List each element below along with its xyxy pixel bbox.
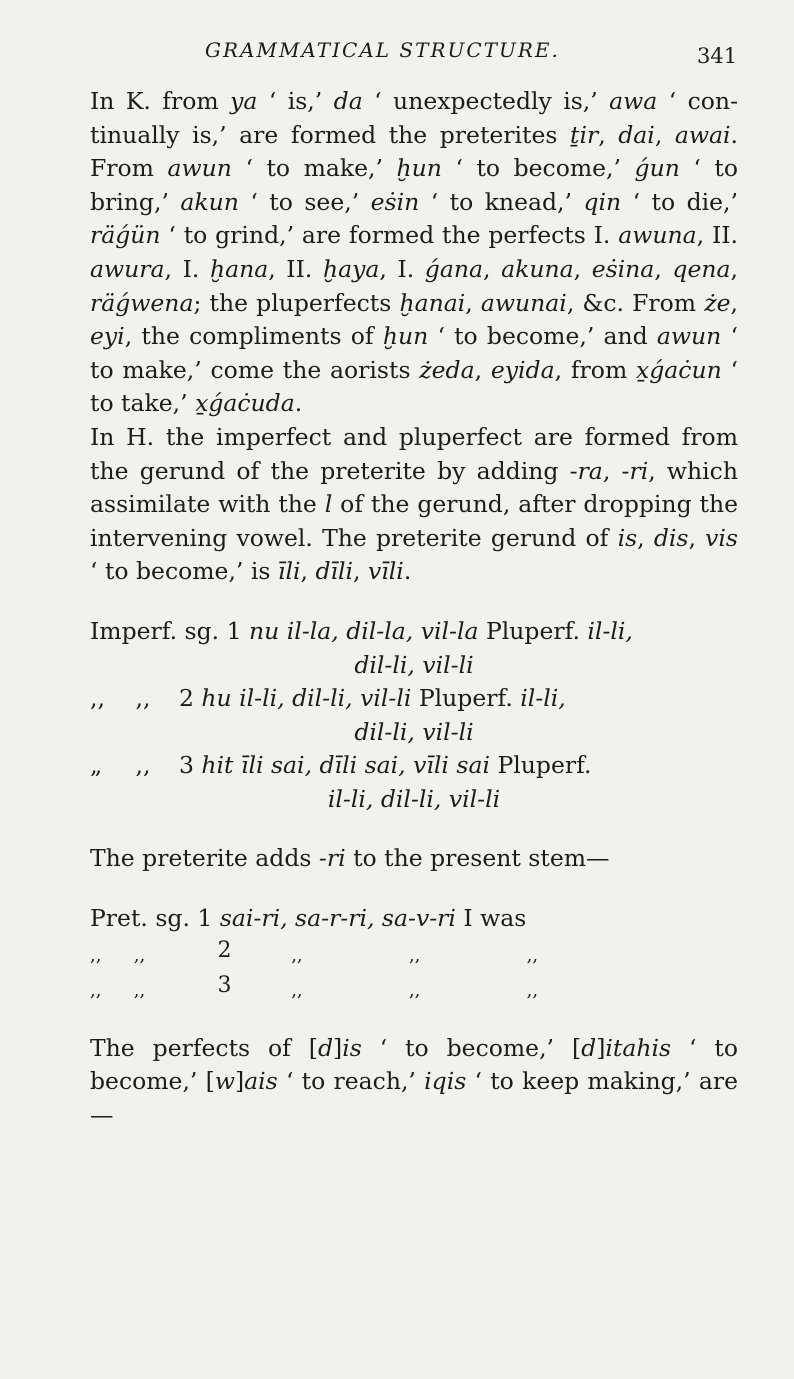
text-run: ,	[654, 120, 675, 149]
paragraph-k-forms	[90, 85, 738, 421]
text-run: ‘ to grind,’ are formed the perfects I.	[160, 221, 619, 250]
italic-term: awai	[674, 120, 731, 149]
text-run: ‘ to see,’	[238, 187, 371, 216]
italic-term: w	[214, 1067, 235, 1096]
italic-term: ais	[244, 1067, 278, 1096]
ditto-mark: ,,	[408, 944, 421, 966]
text-run: ‘ to become,’ is	[90, 557, 278, 586]
italic-term: -ri	[318, 844, 346, 873]
italic-term: ṯir	[570, 120, 599, 149]
italic-term: akuna	[501, 254, 574, 283]
text-run: ,	[730, 254, 738, 283]
italic-term: dil-li, vil-li	[354, 717, 474, 746]
italic-term: żeda	[419, 355, 475, 384]
text-run: ‘ to become,’	[441, 154, 635, 183]
italic-term: vīli	[367, 557, 404, 586]
text-run: , I.	[164, 254, 210, 283]
italic-term: il-li, dil-li, vil-li	[327, 784, 501, 813]
imperfect-row	[90, 749, 738, 783]
text-run: ,	[465, 288, 481, 317]
italic-term: is	[342, 1033, 362, 1062]
text-run: Pluperf.	[489, 751, 592, 780]
text-run: In K. from	[90, 87, 231, 115]
body-text	[90, 85, 738, 1132]
italic-term: sai-ri, sa-r-ri, sa-v-ri	[219, 904, 456, 933]
row-lead: Pret. sg.	[90, 904, 190, 933]
running-title: GRAMMATICAL STRUCTURE.	[205, 38, 560, 62]
text-run: ]	[234, 1067, 245, 1096]
italic-term: dai	[618, 120, 655, 149]
row-continuation	[90, 716, 738, 750]
ditto-mark: ,,	[291, 979, 303, 1001]
imperfect-row	[90, 682, 738, 716]
italic-term: ya	[230, 87, 258, 115]
text-run: The preterite adds	[90, 844, 319, 873]
italic-term: eyi	[90, 322, 125, 351]
text-run: The perfects of [	[90, 1033, 318, 1062]
text-run: ‘ to bring,’	[90, 154, 738, 216]
italic-term: że	[704, 288, 731, 317]
text-run: ,	[474, 355, 491, 384]
row-forms	[249, 617, 633, 645]
text-run: ,	[353, 557, 368, 586]
page-number: 341	[697, 44, 738, 68]
text-run: I was	[455, 904, 527, 933]
text-run: , the compliments of	[124, 322, 383, 351]
text-run: ]	[596, 1033, 606, 1062]
text-run: ‘ to become,’ [	[361, 1033, 582, 1062]
text-run: ,	[654, 254, 673, 283]
imperfect-entry	[90, 749, 738, 816]
text-run: .	[403, 557, 412, 586]
italic-term: l	[324, 490, 333, 519]
preterite-row	[90, 936, 738, 971]
text-run: .	[294, 389, 303, 418]
person-number: 2	[178, 684, 194, 713]
ditto-mark: ,,	[133, 944, 146, 966]
person-number: 1	[226, 616, 242, 645]
italic-term: x̱ǵaċuda	[195, 389, 295, 418]
row-forms	[201, 684, 565, 712]
italic-term: awura	[90, 254, 165, 283]
ditto-mark: ,,	[90, 684, 105, 713]
row-continuation	[90, 649, 738, 683]
ditto-mark: ,,	[291, 944, 303, 966]
text-run: ‘ to knead,’	[419, 187, 584, 216]
text-run: ,	[637, 523, 654, 552]
text-run: ,	[483, 254, 502, 283]
ditto-mark: ,,	[526, 979, 539, 1001]
italic-term: ḫanai	[399, 288, 466, 317]
row-continuation	[90, 783, 738, 817]
text-run: ]	[333, 1033, 343, 1062]
text-run: ‘ con-tinually is,’ are formed the preterites	[90, 87, 739, 149]
imperfect-row	[90, 615, 738, 649]
ditto-mark: ,,	[408, 979, 421, 1001]
text-run: , I.	[379, 254, 425, 283]
row-lead: Imperf. sg.	[90, 616, 220, 645]
page-header	[0, 38, 794, 78]
italic-term: dil-li, vil-li	[354, 650, 474, 679]
italic-term: räǵün	[90, 221, 161, 250]
italic-term: ḫun	[382, 322, 429, 351]
row-forms	[220, 904, 527, 932]
italic-term: il-li,	[587, 616, 633, 645]
italic-term: d	[317, 1033, 334, 1062]
italic-term: eṡina	[591, 254, 655, 283]
text-run: ‘ to make,’	[231, 154, 397, 183]
italic-term: itahis	[605, 1033, 672, 1062]
ditto-mark: „	[90, 751, 103, 780]
text-run: of the gerund, after dropping the intervening vowel. The preterite gerund of	[90, 490, 738, 552]
ditto-mark: ,,	[90, 979, 102, 1001]
text-run: , II.	[268, 254, 323, 283]
italic-term: il-li,	[520, 684, 566, 713]
italic-term: dīli	[315, 557, 354, 586]
text-run: ‘ to become,’ and	[428, 322, 657, 351]
italic-term: awun	[656, 322, 722, 351]
text-run: , from	[554, 355, 636, 384]
paragraph-h-imperfect	[90, 421, 738, 589]
preterite-row	[90, 971, 738, 1006]
row-forms	[201, 751, 591, 779]
person-number: 3	[178, 751, 194, 780]
text-run: In H. the imperfect and pluperfect are formed from the gerund of the preterite by adding	[90, 422, 738, 485]
italic-term: ḫana	[209, 254, 269, 283]
italic-term: qin	[583, 187, 622, 216]
text-run: ,	[688, 523, 706, 552]
text-run: ‘ to reach,’	[277, 1067, 425, 1096]
italic-term: eṡin	[370, 187, 420, 216]
ditto-mark: ,,	[526, 944, 539, 966]
italic-term: -ri	[621, 456, 649, 485]
ditto-mark: ,,	[90, 944, 102, 966]
closing-paragraph	[90, 1032, 738, 1133]
ditto-mark: ,,	[135, 751, 151, 780]
italic-term: ǵun	[634, 154, 680, 183]
italic-term: d	[581, 1033, 597, 1062]
text-run: ,	[573, 254, 592, 283]
italic-term: hit īli sai, dīli sai, vīli sai	[201, 751, 490, 780]
italic-term: awun	[167, 154, 232, 183]
italic-term: nu il-la, dil-la, vil-la	[249, 616, 479, 645]
italic-term: īli	[277, 557, 301, 586]
italic-term: da	[333, 87, 363, 115]
ditto-mark: ,,	[133, 979, 146, 1001]
text-run: ,	[598, 120, 619, 149]
text-run: , II.	[696, 221, 738, 250]
text-run: ‘ to become,’ [	[90, 1033, 738, 1096]
text-run: ,	[300, 557, 316, 586]
italic-term: ǵana	[424, 254, 483, 283]
text-run: Pluperf.	[411, 684, 521, 713]
italic-term: ḫaya	[322, 254, 380, 283]
imperfect-entry	[90, 682, 738, 749]
italic-term: akun	[180, 187, 239, 216]
text-run: . From	[90, 120, 738, 183]
person-number: 3	[217, 972, 232, 998]
italic-term: dis	[653, 523, 689, 552]
italic-term: is	[617, 523, 638, 552]
italic-term: qena	[672, 254, 731, 283]
italic-term: vis	[705, 523, 738, 552]
text-run: Pluperf.	[478, 616, 588, 645]
text-run: ‘ unexpectedly is,’	[362, 87, 610, 115]
italic-term: x̱ǵaċun	[636, 355, 722, 384]
person-number: 1	[197, 904, 213, 933]
text-run: ‘ to make,’ come the aorists	[90, 322, 738, 384]
imperfect-entry	[90, 615, 738, 682]
ditto-mark: ,,	[135, 684, 151, 713]
text-run: , &c. From	[566, 288, 705, 317]
person-number: 2	[217, 937, 232, 963]
italic-term: räǵwena	[90, 288, 194, 317]
italic-term: awa	[609, 87, 658, 115]
text-run: to the present stem—	[345, 844, 610, 873]
italic-term: awunai	[480, 288, 567, 317]
text-run: ,	[602, 456, 622, 485]
italic-term: eyida	[490, 355, 555, 384]
italic-term: awuna	[618, 221, 697, 250]
text-run: ‘ to die,’	[621, 187, 738, 216]
text-run: ‘ is,’	[257, 87, 334, 115]
text-run: ‘ to keep making,’ are—	[90, 1067, 738, 1129]
preterite-intro	[90, 842, 738, 876]
imperfect-table	[90, 615, 738, 817]
italic-term: -ra	[569, 456, 603, 485]
italic-term: ḫun	[396, 154, 442, 183]
preterite-row	[90, 902, 738, 936]
text-run: ,	[730, 288, 739, 317]
italic-term: hu il-li, dil-li, vil-li	[201, 684, 412, 713]
preterite-table	[90, 902, 738, 1006]
italic-term: iqis	[424, 1067, 467, 1096]
text-run: , which assimilate with the	[90, 456, 738, 519]
text-run: ‘ to take,’	[90, 355, 738, 418]
text-run: ; the pluperfects	[193, 288, 400, 317]
